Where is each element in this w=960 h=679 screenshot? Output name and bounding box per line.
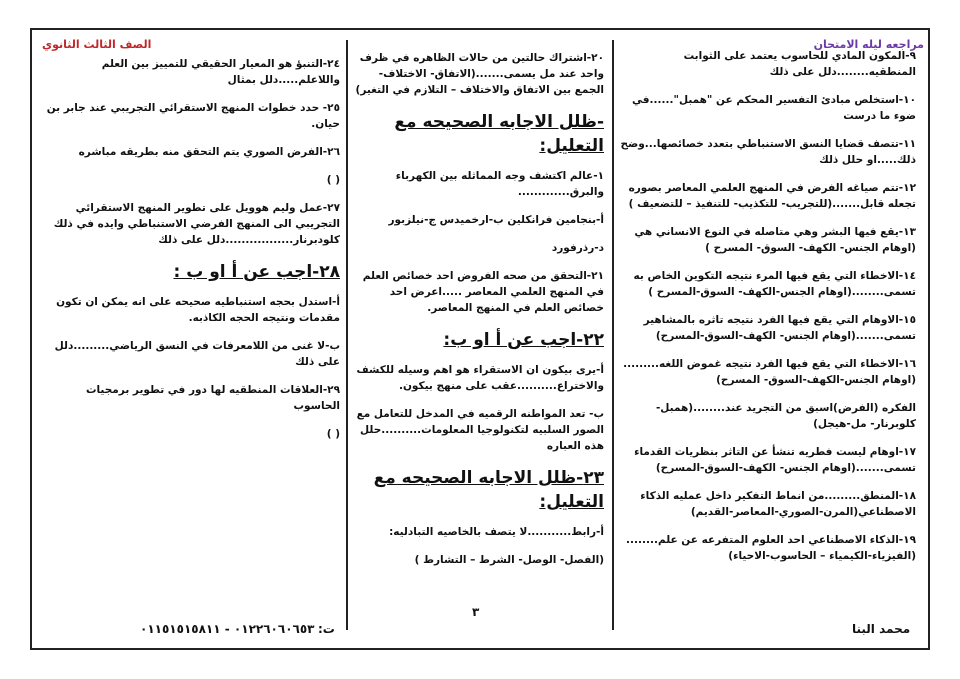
header-left-title: الصف الثالث الثانوي <box>42 38 152 51</box>
question-24: ٢٤-التنبؤ هو المعيار الحقيقي للتمييز بين العلم واللاعلم.....دلل بمثال <box>101 58 340 86</box>
question-9: ٩-المكون المادي للحاسوب يعتمد على الثوابت المنطقيه........دلل على ذلك <box>683 50 916 78</box>
question-19: ١٩-الذكاء الاصطناعي احد العلوم المتفرعه عن علم........(الفيزياء-الكيمياء – الحاسوب-الاحياء) <box>626 534 916 562</box>
question-22b: ب- تعد المواطنه الرقميه في المدخل للتعامل مع الصور السلبيه لتكنولوجيا المعلومات..........حلل هذه العباره <box>356 408 604 452</box>
header-right-title: مراجعه ليله الامتحان <box>813 38 924 51</box>
question-17: ١٧-اوهام ليست فطريه تنشأ عن التاثر بنظريات القدماء تسمى.......(اوهام الجنس- الكهف-السوق-المسرح) <box>634 446 916 474</box>
question-14: ١٤-الاخطاء التي يقع فيها المرء نتيجه التكوين الخاص به تسمى........(اوهام الجنس-الكهف- السوق-المسرح ) <box>633 270 916 298</box>
question-16: ١٦-الاخطاء التي يقع فيها الفرد نتيجه غموض اللغه.........(اوهام الجنس-الكهف-السوق- المسرح) <box>623 358 916 386</box>
question-hypothesis: الفكره (الفرض)اسبق من التجريد عند........(همبل- كلوبرنار- مل-هيجل) <box>655 402 916 430</box>
question-15: ١٥-الاوهام التي يقع فيها الفرد نتيجه تاثره بالمشاهير تسمى.......(اوهام الجنس- الكهف-السوق-المسرح) <box>643 314 916 342</box>
question-10: ١٠-استخلص مبادئ التفسير المحكم عن "همبل"......في ضوء ما درست <box>632 94 916 122</box>
right-column <box>610 38 916 576</box>
question-26: ٢٦-الفرض الصوري يتم التحقق منه بطريقه مباشره <box>78 146 340 158</box>
question-29: ٢٩-العلاقات المنطقيه لها دور في تطوير برمجيات الحاسوب <box>85 384 340 412</box>
left-column <box>40 44 340 454</box>
question-1: ١-عالم اكتشف وجه المماثله بين الكهرباء والبرق............. <box>395 170 604 198</box>
question-11: ١١-تتصف قضايا النسق الاستنباطي بتعدد خصائصها...وضح ذلك.....او حلل ذلك <box>620 138 916 166</box>
page-number: ٣ <box>472 605 480 619</box>
question-29-blank: ( ) <box>326 428 340 440</box>
question-1-options: أ-بنجامين فرانكلين ب-ارخميدس ج-نيلزبور <box>388 214 604 226</box>
phone-numbers: ٠١٢٢٦٠٦٠٦٥٣ - ٠١١٥١٥١٥٨١١ <box>140 622 315 636</box>
question-21: ٢١-التحقق من صحه الفروض احد خصائص العلم في المنهج العلمي المعاصر .....اعرض احد خصائص العلم في المنهج المعاصر. <box>362 270 604 314</box>
question-18: ١٨-المنطق.........من انماط التفكير داخل عمليه الذكاء الاصطناعي(المرن-الصوري-المعاصر-القديم) <box>640 490 916 518</box>
divider-left <box>346 40 348 630</box>
question-12: ١٢-تتم صياغه الفرض في المنهج العلمي المعاصر بصوره تجعله قابل.......(للتجريب- للتكذيب- للتنفيذ – للتضعيف ) <box>628 182 916 210</box>
question-26-blank: ( ) <box>326 174 340 186</box>
question-25: ٢٥- حدد خطوات المنهج الاستقرائي التجريبي عند جابر بن حيان. <box>46 102 340 130</box>
middle-column <box>352 50 604 580</box>
question-23: أ-رابط...........لا يتصف بالخاصيه التبادليه: <box>389 526 604 538</box>
question-27: ٢٧-عمل وليم هوويل على تطوير المنهج الاستقرائي التجريبي الى المنهج الفرضي الاستنباطي وايده في ذلك كلودبرنار.................دلل على ذلك <box>53 202 340 246</box>
question-28a: أ-استدل بحجه استنباطيه صحيحه على انه يمكن ان تكون مقدمات ونتيجه الحجه الكاذبه. <box>56 296 340 324</box>
question-28b: ب-لا غنى من اللامعرفات في النسق الرياضي.........دلل على ذلك <box>54 340 340 368</box>
section-heading-shade: -ظلل الاجابه الصحيحه مع التعليل: <box>394 112 604 156</box>
question-23-options: (الفصل- الوصل- الشرط – التشارط ) <box>414 554 604 566</box>
question-20: ٢٠-اشتراك حالتين من حالات الظاهره في ظرف واحد عند مل يسمى.......(الاتفاق- الاختلاف-الجمع بين الاتفاق والاختلاف – التلازم في التغير) <box>355 52 604 96</box>
question-1-option-d: د-رذرفورد <box>551 242 604 254</box>
section-heading-23: ٢٣-ظلل الاجابه الصحيحه مع التعليل: <box>373 468 604 512</box>
phone-label: ت: <box>318 622 335 636</box>
section-heading-answer: ٢٢-اجب عن أ او ب: <box>443 330 604 350</box>
question-13: ١٣-يقع فيها البشر وهي متاصله في النوع الانساني هي (اوهام الجنس- الكهف- السوق- المسرح ) <box>634 226 916 254</box>
section-heading-28: ٢٨-اجب عن أ او ب : <box>173 262 340 282</box>
author-name: محمد البنا <box>852 622 911 636</box>
question-22a: أ-يرى بيكون ان الاستقراء هو اهم وسيله للكشف والاختراع..........عقب على منهج بيكون. <box>356 364 604 392</box>
